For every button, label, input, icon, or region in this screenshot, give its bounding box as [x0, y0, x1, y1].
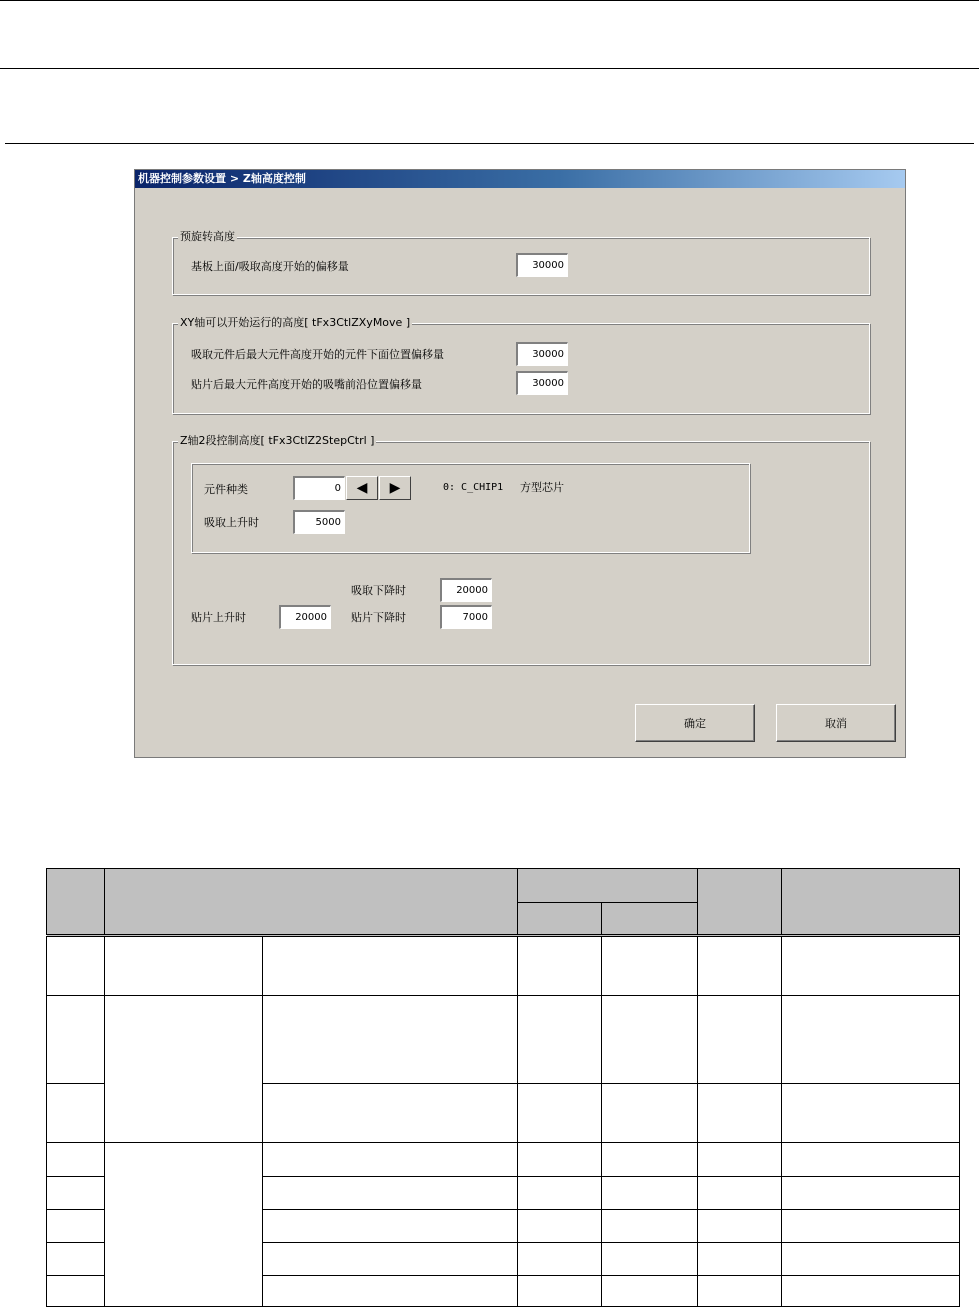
header-rule: [0, 68, 979, 69]
group-title-pre-rotation: 预旋转高度: [180, 230, 235, 243]
header-cell-range: [518, 869, 698, 903]
group-title-xy-move: XY轴可以开始运行的高度[ tFx3CtlZXyMove ]: [180, 316, 411, 329]
component-type-code: 0: C_CHIP1: [443, 482, 504, 493]
mount-rise-label: 贴片上升时: [191, 611, 246, 624]
component-type-label: 元件种类: [204, 483, 248, 496]
dialog-title-bar: [135, 170, 905, 188]
board-offset-label: 基板上面/吸取高度开始的偏移量: [191, 260, 349, 273]
pick-offset-label: 吸取元件后最大元件高度开始的元件下面位置偏移量: [191, 348, 444, 361]
pick-fall-label: 吸取下降时: [351, 584, 406, 597]
header-cell-max: [602, 903, 698, 936]
component-type-input[interactable]: [293, 476, 345, 500]
pick-rise-input[interactable]: [293, 510, 345, 534]
dialog-title: 机器控制参数设置 > Z轴高度控制: [138, 172, 306, 185]
right-triangle-icon: ▶: [389, 480, 401, 496]
pick-offset-input[interactable]: [516, 342, 568, 366]
table-row: [47, 936, 960, 996]
ok-button[interactable]: [635, 704, 755, 742]
component-subgroup: [191, 463, 750, 553]
header-cell-unit: [698, 869, 782, 936]
component-type-name: 方型芯片: [520, 481, 564, 494]
left-triangle-icon: ◀: [356, 480, 368, 496]
parameter-table: [46, 868, 960, 1307]
table-row: [47, 1143, 960, 1177]
mount-fall-label: 贴片下降时: [351, 611, 406, 624]
mount-offset-input[interactable]: [516, 371, 568, 395]
prev-type-button[interactable]: [346, 476, 378, 500]
next-type-button[interactable]: [379, 476, 411, 500]
cancel-button[interactable]: [776, 704, 896, 742]
header-cell-min: [518, 903, 602, 936]
cancel-button-label: 取消: [825, 717, 847, 730]
header-cell-no: [47, 869, 105, 936]
z-two-step-height-group: [172, 434, 870, 665]
header-bottom-rule: [5, 143, 974, 144]
header-cell-note: [782, 869, 960, 936]
ok-button-label: 确定: [684, 717, 706, 730]
mount-fall-input[interactable]: [440, 605, 492, 629]
mount-rise-input[interactable]: [279, 605, 331, 629]
z-axis-height-dialog: [134, 169, 906, 758]
top-rule: [0, 0, 979, 1]
table-row: [47, 996, 960, 1084]
group-title-z-two-step: Z轴2段控制高度[ tFx3CtlZ2StepCtrl ]: [180, 434, 375, 447]
header-cell-item: [105, 869, 518, 936]
board-offset-input[interactable]: [516, 253, 568, 277]
pick-rise-label: 吸取上升时: [204, 516, 259, 529]
xy-move-height-group: [172, 316, 870, 414]
pre-rotation-height-group: [172, 230, 870, 295]
pick-fall-input[interactable]: [440, 578, 492, 602]
mount-offset-label: 贴片后最大元件高度开始的吸嘴前沿位置偏移量: [191, 378, 422, 391]
